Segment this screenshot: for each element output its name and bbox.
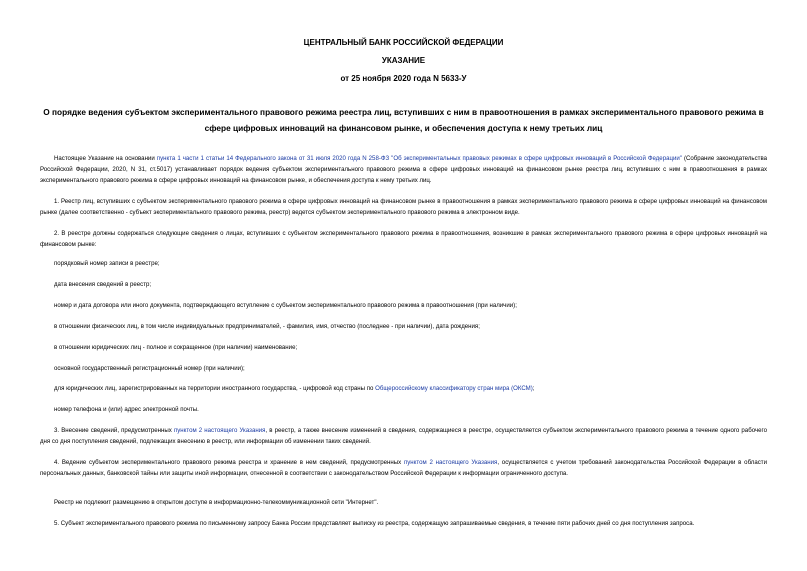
paragraph-4b: Реестр не подлежит размещению в открытом доступе в информационно-телекоммуникационной сети "Интернет". — [54, 499, 379, 506]
intro-paragraph — [40, 153, 767, 186]
list-item: основной государственный регистрационный номер (при наличии); — [54, 365, 245, 372]
paragraph-3-text-2: , в реестр, а также внесение изменений в сведения, содержащиеся в реестре, осуществляется субъектом экспериментального правового режима в течение одного рабочего дня со дня поступления сведений, подлежащих внесению в реестр, или информации об изменении таких сведений. — [40, 427, 767, 445]
document-type: УКАЗАНИЕ — [381, 56, 426, 65]
oksm-link[interactable]: Общероссийскому классификатору стран мира (ОКСМ) — [375, 385, 533, 392]
paragraph-4 — [40, 457, 767, 479]
list-item: в отношении юридических лиц - полное и сокращенное (при наличии) наименование; — [54, 344, 298, 351]
list-item: дата внесения сведений в реестр; — [54, 281, 152, 288]
paragraph-2: 2. В реестре должны содержаться следующие сведения о лицах, вступивших с субъектом экспериментального правового режима в правоотношения, возникшие в рамках экспериментального правового режима в сфере цифровых инноваций на финансовом рынке: — [40, 230, 767, 248]
point-2-link[interactable]: пунктом 2 настоящего Указания — [173, 427, 266, 434]
list-item: в отношении физических лиц, в том числе индивидуальных предпринимателей, - фамилия, имя, отчество (последнее - при наличии), дата рождения; — [54, 323, 480, 330]
list-item-7-end: ; — [532, 385, 535, 392]
list-item: порядковый номер записи в реестре; — [54, 260, 160, 267]
federal-law-link[interactable]: пункта 1 части 1 статьи 14 Федерального закона от 31 июля 2020 года N 258-ФЗ "Об экспериментальных правовых режимах в сфере цифровых инноваций в Российской Федерации" — [156, 155, 682, 162]
list-item: номер телефона и (или) адрес электронной почты. — [54, 406, 199, 413]
list-item: номер и дата договора или иного документа, подтверждающего вступление с субъектом экспериментального правового режима в правоотношения (при наличии); — [54, 302, 517, 309]
point-2-link[interactable]: пунктом 2 настоящего Указания — [403, 459, 498, 466]
paragraph-4-text-2: , осуществляется с учетом требований законодательства Российской Федерации в области персональных данных, банковской тайны или защиты иной информации, отнесенной в соответствии с законодательством Российской Федерации к информации ограниченного доступа. — [40, 459, 767, 477]
paragraph-3 — [40, 425, 767, 447]
list-item — [54, 383, 767, 394]
document-title: О порядке ведения субъектом экспериментального правового режима реестра лиц, вступивших с ним в правоотношения в рамках экспериментального правового режима в сфере цифровых инноваций на финансовом рынке, и обеспечения доступа к нему третьих лиц — [43, 107, 764, 133]
intro-text-2: (Собрание законодательства Российской Федерации, 2020, N 31, ст.5017) устанавливает порядок ведения субъектом экспериментального правового режима в сфере цифровых инноваций на финансовом рынке реестра лиц, вступивших с ним в правоотношения в рамках экспериментального правового режима в сфере цифровых инноваций на финансовом рынке, и обеспечения доступа к нему третьих лиц. — [40, 155, 767, 184]
paragraph-1: 1. Реестр лиц, вступивших с субъектом экспериментального правового режима в сфере цифровых инноваций на финансовом рынке в правоотношения в рамках экспериментального правового режима в сфере цифровых инноваций на финансовом рынке (далее соответственно - субъект экспериментального правового режима, реестр) ведется субъектом экспериментального правового режима в электронном виде. — [40, 198, 767, 216]
paragraph-4-text-1: 4. Ведение субъектом экспериментального правового режима реестра и хранение в нем сведений, предусмотренных — [54, 459, 404, 466]
issuer-heading: ЦЕНТРАЛЬНЫЙ БАНК РОССИЙСКОЙ ФЕДЕРАЦИИ — [303, 38, 504, 47]
paragraph-5: 5. Субъект экспериментального правового режима по письменному запросу Банка России представляет выписку из реестра, содержащую запрашиваемые сведения, в течение пяти рабочих дней со дня поступления запроса. — [54, 520, 695, 527]
paragraph-3-text-1: 3. Внесение сведений, предусмотренных — [54, 427, 174, 434]
document-date-number: от 25 ноября 2020 года N 5633-У — [340, 74, 467, 83]
intro-text-1: Настоящее Указание на основании — [54, 155, 157, 162]
list-item-7-text: для юридических лиц, зарегистрированных на территории иностранного государства, - цифровой код страны по — [54, 385, 376, 392]
